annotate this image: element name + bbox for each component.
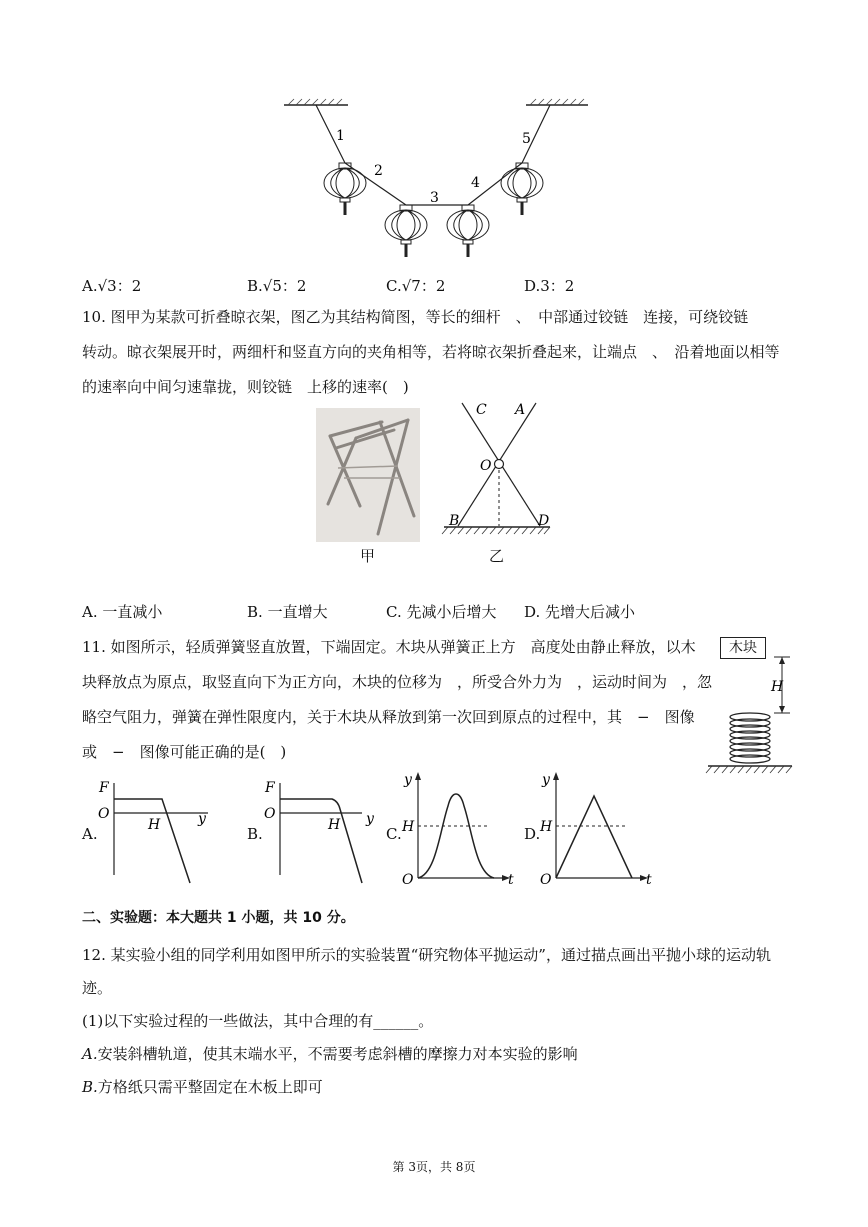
rope-label-4: 4 [471, 175, 480, 191]
graph-d-origin: O [540, 872, 552, 888]
graph-c-h-mark: H [402, 819, 415, 835]
q10-option-d-value: 先增大后减小 [545, 603, 636, 621]
graph-b-x-label: y [366, 811, 374, 827]
q10-text-line-1: 10. 图甲为某款可折叠晾衣架，图乙为其结构简图，等长的细杆 、 中部通过铰链 连接，可绕铰链 [82, 308, 749, 326]
q10-text-line-3: 的速率向中间匀速靠拢，则铰链 上移的速率( ) [82, 378, 409, 396]
rope-label-3: 3 [430, 190, 439, 206]
q9-option-c [386, 276, 445, 296]
lantern-2 [385, 205, 427, 257]
q11-graph-c [400, 770, 520, 888]
q11-text-line-2: 块释放点为原点，取竖直向下为正方向，木块的位移为 ，所受合外力为 ，运动时间为 ，忽 [82, 673, 713, 691]
q10-option-b-value: 一直增大 [267, 603, 328, 621]
q12-sub-question-1: (1)以下实验过程的一些做法，其中合理的有______。 [82, 1012, 434, 1030]
q11-graph-d-letter: D. [524, 825, 541, 843]
q11-text-line-3: 略空气阻力，弹簧在弹性限度内，关于木块从释放到第一次回到原点的过程中，其 − 图像 [82, 708, 695, 726]
q9-option-a [82, 276, 141, 296]
q11-graph-b [262, 775, 392, 887]
q9-option-a-letter: A. [82, 277, 98, 295]
graph-a-x-label: y [198, 811, 206, 827]
wood-block-label: 木块 [729, 640, 757, 656]
q10-option-a-letter: A. [82, 603, 98, 621]
section-2-heading: 二、实验题：本大题共 1 小题，共 10 分。 [82, 910, 355, 926]
q9-option-d-value: 3：2 [540, 277, 575, 295]
graph-c-x-label: t [508, 872, 514, 888]
q12-text-line-1: 12. 某实验小组的同学利用如图甲所示的实验装置“研究物体平抛运动”，通过描点画出平抛小球的运动轨 [82, 946, 771, 964]
graph-c-origin: O [402, 872, 414, 888]
lantern-3 [447, 205, 489, 257]
q12-option-b-letter: B. [82, 1078, 98, 1096]
h-label: H [771, 679, 784, 695]
q12-text-line-2: 迹。 [82, 979, 113, 997]
graph-c-y-label: y [404, 772, 412, 788]
q12-option-b-text: 方格纸只需平整固定在木板上即可 [97, 1078, 323, 1096]
point-d-label: D [538, 513, 550, 529]
q10-option-b-letter: B. [247, 603, 263, 621]
caption-jia: 甲 [360, 547, 376, 565]
q10-option-d-letter: D. [524, 603, 541, 621]
page-footer: 第 3页，共 8页 [392, 1160, 476, 1174]
q11-graph-a-letter: A. [82, 825, 98, 843]
q12-option-a-text: 安装斜槽轨道，使其末端水平，不需要考虑斜槽的摩擦力对本实验的影响 [97, 1045, 578, 1063]
graph-b-h-mark: H [328, 817, 341, 833]
q10-option-a-value: 一直减小 [102, 603, 163, 621]
caption-yi: 乙 [489, 547, 505, 565]
lantern-4 [501, 163, 543, 215]
graph-b-curve [280, 799, 362, 883]
graph-d-h-mark: H [540, 819, 553, 835]
rope-label-1: 1 [336, 128, 345, 144]
q11-text-line-1: 11. 如图所示，轻质弹簧竖直放置，下端固定。木块从弹簧正上方 高度处由静止释放，以木 [82, 638, 696, 656]
q11-graph-c-letter: C. [386, 825, 402, 843]
q11-text-line-4: 或 − 图像可能正确的是( ) [82, 743, 287, 761]
point-c-label: C [476, 402, 487, 418]
q10-option-c-value: 先减小后增大 [406, 603, 497, 621]
q11-graph-d [538, 770, 658, 888]
graph-d-y-label: y [542, 772, 550, 788]
graph-d-curve [556, 796, 632, 878]
rope-label-5: 5 [522, 131, 531, 147]
graph-a-y-label: F [99, 780, 109, 796]
graph-b-origin: O [264, 806, 276, 822]
drying-rack-photo [316, 408, 420, 542]
point-o-label: O [480, 458, 492, 474]
q10-option-a [82, 602, 162, 622]
q10-option-d [524, 602, 635, 622]
q9-option-a-value: √3：2 [97, 277, 142, 295]
q10-option-b [247, 602, 328, 622]
q12-option-a-letter: A. [82, 1045, 98, 1063]
lantern-1 [324, 163, 366, 215]
lantern-figure [270, 95, 600, 265]
q11-graph-b-letter: B. [247, 825, 263, 843]
q10-text-line-2: 转动。晾衣架展开时，两细杆和竖直方向的夹角相等，若将晾衣架折叠起来，让端点 、 沿着地面以相等 [82, 343, 780, 361]
q9-option-b [247, 276, 306, 296]
point-a-label: A [515, 402, 526, 418]
graph-a-origin: O [98, 806, 110, 822]
rack-structure-diagram [440, 398, 560, 548]
graph-a-curve [114, 799, 190, 883]
point-b-label: B [449, 513, 460, 529]
q9-option-b-value: √5：2 [262, 277, 307, 295]
q9-option-d-letter: D. [524, 277, 541, 295]
q12-option-b [82, 1077, 323, 1097]
graph-d-x-label: t [646, 872, 652, 888]
graph-c-curve [418, 794, 494, 878]
graph-a-h-mark: H [148, 817, 161, 833]
q12-option-a [82, 1044, 578, 1064]
q9-option-b-letter: B. [247, 277, 263, 295]
q9-option-c-letter: C. [386, 277, 402, 295]
q11-graph-a [96, 775, 226, 887]
q9-option-d [524, 276, 574, 296]
q10-option-c-letter: C. [386, 603, 402, 621]
q9-option-c-value: √7：2 [401, 277, 446, 295]
q10-option-c [386, 602, 497, 622]
spring-figure [700, 655, 800, 775]
rope-label-2: 2 [374, 163, 383, 179]
graph-b-y-label: F [265, 780, 275, 796]
